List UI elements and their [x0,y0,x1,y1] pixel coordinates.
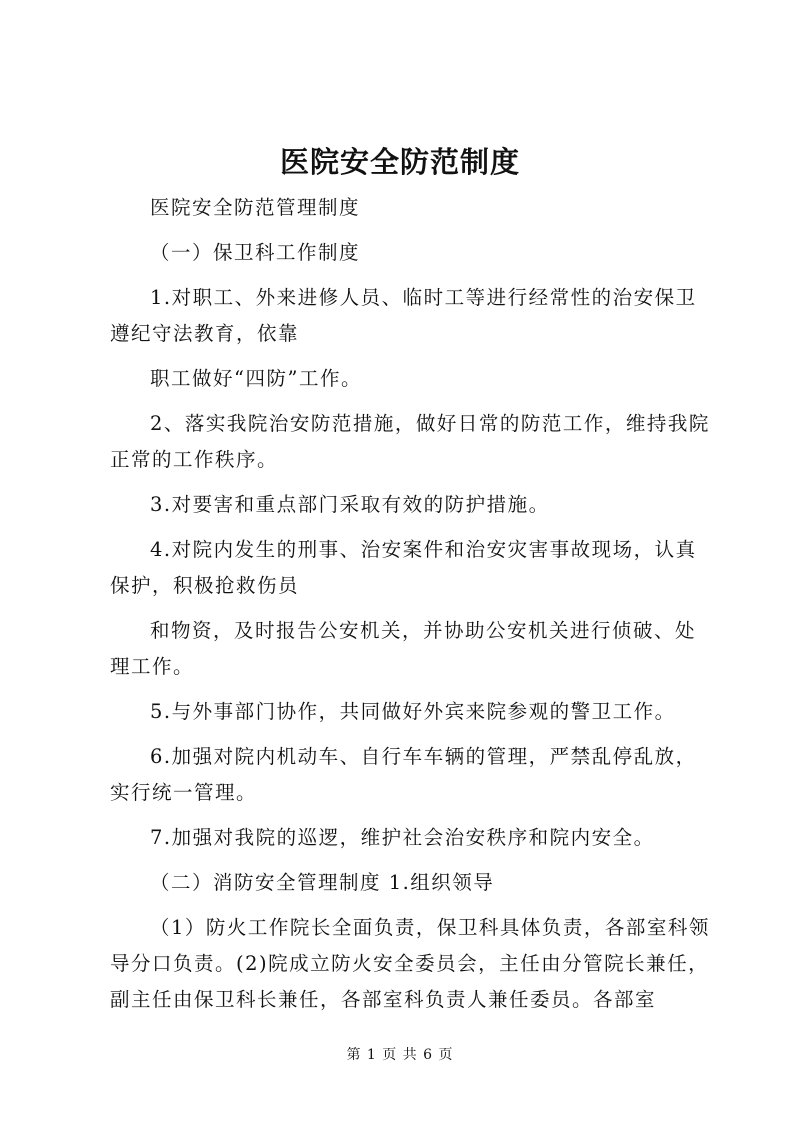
paragraph: 2、落实我院治安防范措施，做好日常的防范工作，维持我院正常的工作秩序。 [110,412,710,471]
paragraph: （一）保卫科工作制度 [150,241,361,264]
page-footer: 第 1 页 共 6 页 [346,1047,454,1063]
paragraph: （二）消防安全管理制度 1.组织领导 [150,871,495,894]
paragraph: 职工做好“四防”工作。 [150,367,362,390]
paragraph: 4.对院内发生的刑事、治安案件和治安灾害事故现场，认真保护，积极抢救伤员 [110,538,697,597]
paragraph: 医院安全防范管理制度 [150,196,361,219]
paragraph: 6.加强对院内机动车、自行车车辆的管理，严禁乱停乱放，实行统一管理。 [110,745,697,804]
document-title: 医院安全防范制度 [279,145,520,179]
document-body [110,190,710,1027]
paragraph: 7.加强对我院的巡逻，维护社会治安秩序和院内安全。 [150,826,655,849]
paragraph: 5.与外事部门协作，共同做好外宾来院参观的警卫工作。 [150,700,676,723]
paragraph: （1）防火工作院长全面负责，保卫科具体负责，各部室科领导分口负责。(2)院成立防火安全委员会，主任由分管院长兼任，副主任由保卫科长兼任，各部室科负责人兼任委员。各部室 [110,916,710,1011]
paragraph: 3.对要害和重点部门采取有效的防护措施。 [150,493,550,516]
paragraph: 1.对职工、外来进修人员、临时工等进行经常性的治安保卫遵纪守法教育，依靠 [110,286,697,345]
paragraph: 和物资，及时报告公安机关，并协助公安机关进行侦破、处理工作。 [110,619,697,678]
